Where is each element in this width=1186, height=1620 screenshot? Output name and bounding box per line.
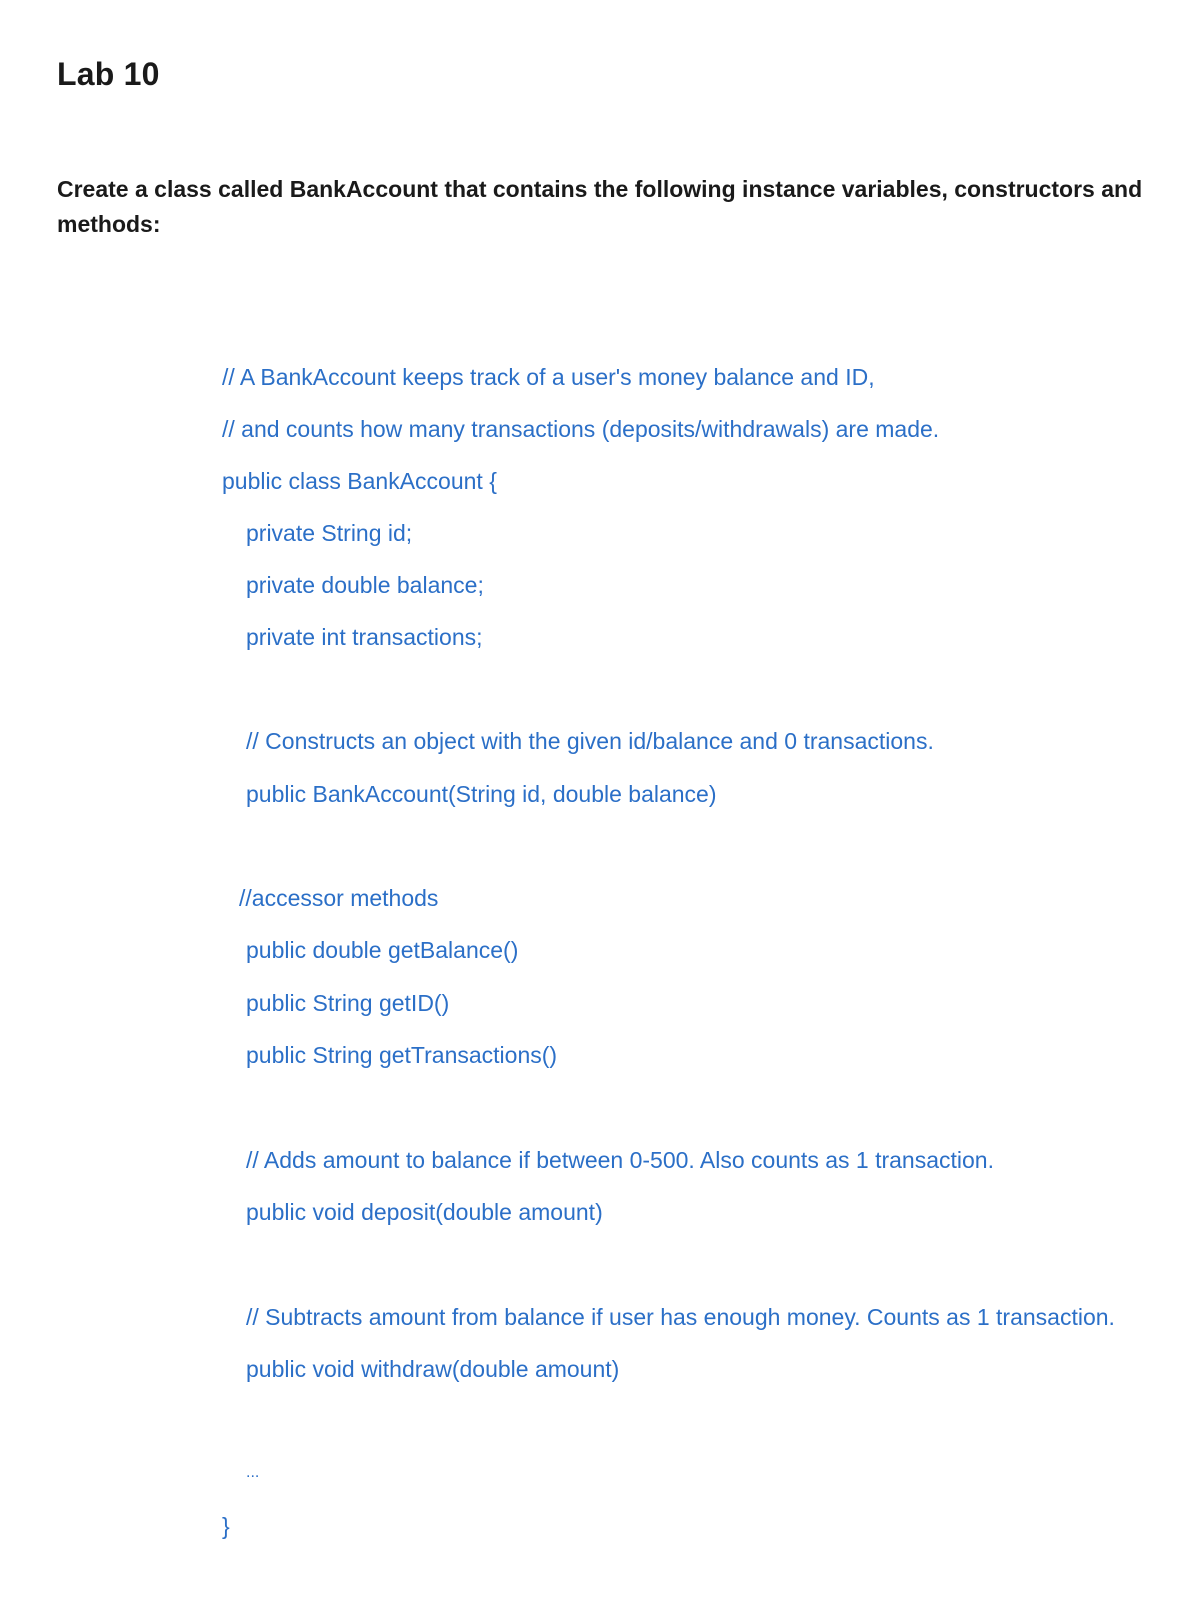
code-method-withdraw: public void withdraw(double amount): [246, 1356, 620, 1382]
code-ellipsis: ...: [246, 1464, 260, 1481]
code-comment-constructor: // Constructs an object with the given id/balance and 0 transactions.: [246, 728, 934, 754]
code-comment-deposit: // Adds amount to balance if between 0-500. Also counts as 1 transaction.: [246, 1147, 994, 1173]
code-comment-withdraw: // Subtracts amount from balance if user has enough money. Counts as 1 transaction.: [246, 1304, 1115, 1330]
code-method-get-transactions: public String getTransactions(): [246, 1042, 558, 1068]
code-method-deposit: public void deposit(double amount): [246, 1199, 603, 1225]
code-comment-class-description-1: // A BankAccount keeps track of a user's money balance and ID,: [222, 364, 875, 390]
code-comment-accessors: //accessor methods: [239, 885, 439, 911]
code-constructor-signature: public BankAccount(String id, double balance): [246, 781, 717, 807]
code-field-id: private String id;: [246, 520, 413, 546]
code-method-get-balance: public double getBalance(): [246, 937, 519, 963]
lab-title: Lab 10: [57, 56, 160, 92]
assignment-instructions: Create a class called BankAccount that contains the following instance variables, constructors and methods:: [57, 176, 1143, 237]
code-field-balance: private double balance;: [246, 572, 484, 598]
code-method-get-id: public String getID(): [246, 990, 450, 1016]
code-class-closing-brace: }: [222, 1513, 230, 1539]
code-field-transactions: private int transactions;: [246, 624, 483, 650]
code-class-declaration: public class BankAccount {: [222, 468, 497, 494]
code-comment-class-description-2: // and counts how many transactions (deposits/withdrawals) are made.: [222, 416, 940, 442]
